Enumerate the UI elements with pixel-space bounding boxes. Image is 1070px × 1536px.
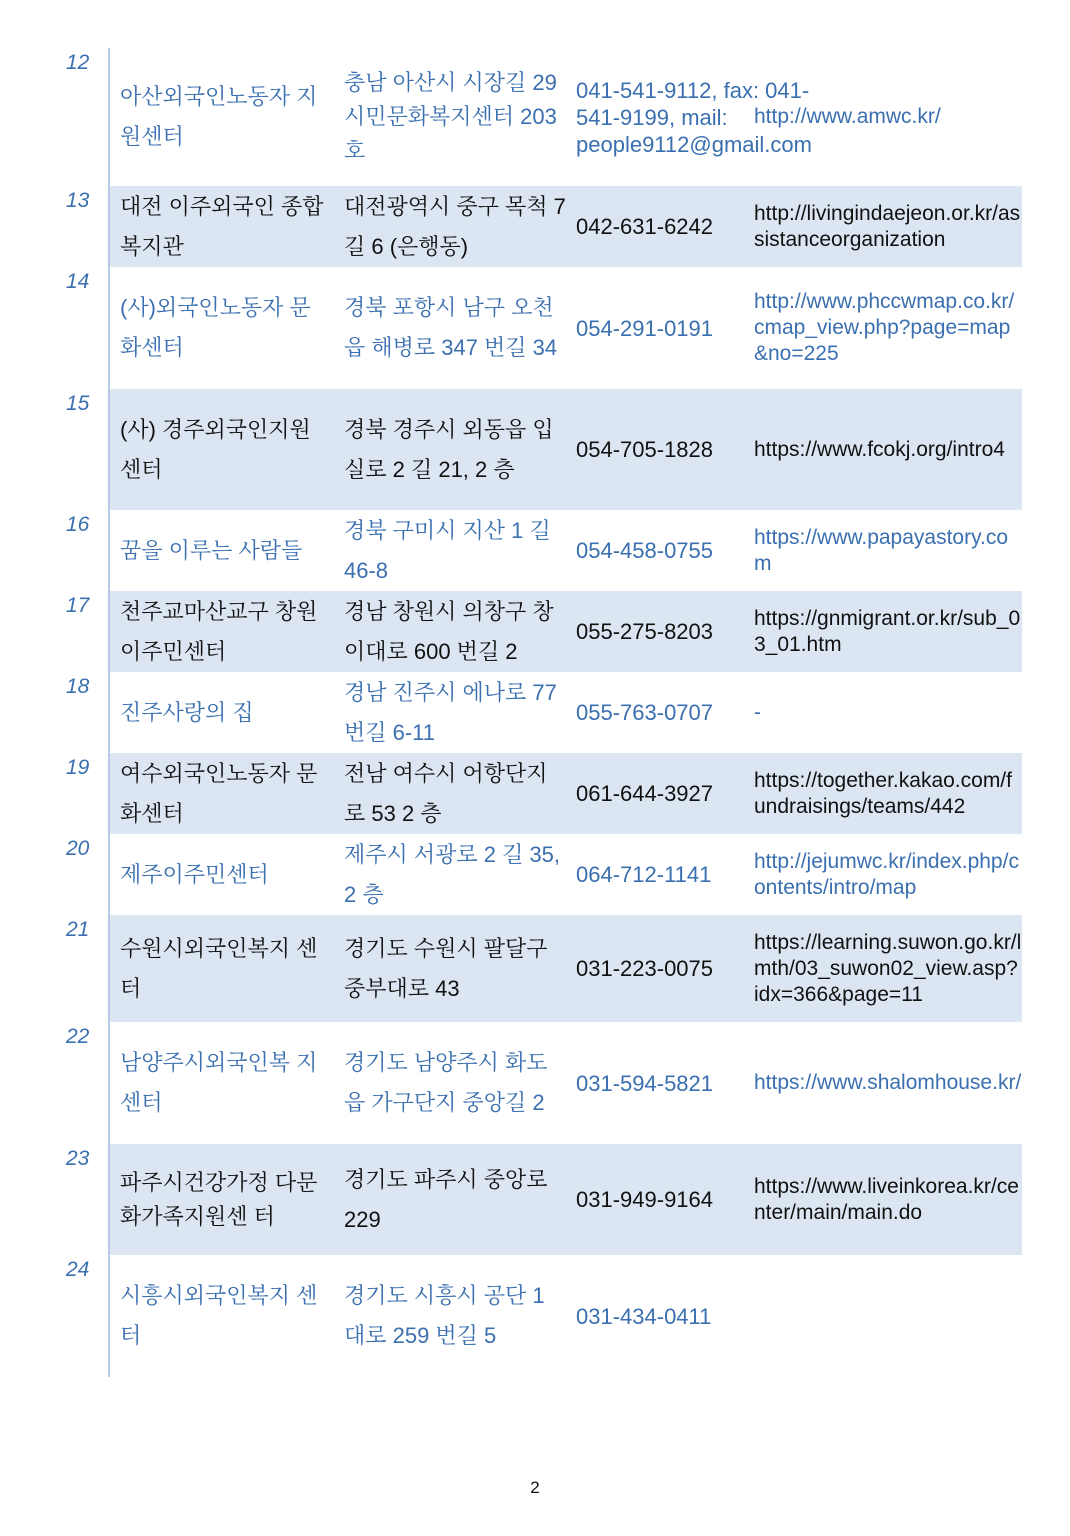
table-row (56, 753, 1022, 834)
org-address: 경북 구미시 지산 1 길 46-8 (344, 517, 551, 583)
org-url[interactable]: https://gnmigrant.or.kr/sub_03_01.htm (754, 606, 1021, 656)
org-phone: 031-949-9164 (576, 1187, 714, 1212)
row-number: 14 (56, 267, 110, 389)
row-number: 20 (56, 834, 110, 915)
row-number: 21 (56, 915, 110, 1022)
table-row (56, 834, 1022, 915)
org-url[interactable]: http://livingindaejeon.or.kr/assistanceorganization (754, 201, 1021, 251)
row-number: 23 (56, 1144, 110, 1255)
org-phone: 055-275-8203 (576, 619, 714, 644)
org-address: 전남 여수시 어항단지로 53 2 층 (344, 760, 548, 826)
table-row (56, 591, 1022, 672)
organizations-table (56, 48, 1022, 1377)
org-name: 진주사랑의 집 (120, 699, 254, 725)
org-address: 경기도 수원시 팔달구 중부대로 43 (344, 935, 548, 1001)
org-name: 대전 이주외국인 종합복지관 (120, 193, 324, 259)
table-row (56, 186, 1022, 267)
org-name: 꿈을 이루는 사람들 (120, 537, 303, 563)
table-row (56, 1022, 1022, 1144)
org-address: 경남 창원시 의창구 창이대로 600 번길 2 (344, 598, 554, 664)
org-name: 아산외국인노동자 지원센터 (120, 84, 318, 149)
org-url: - (754, 700, 761, 724)
row-number: 16 (56, 510, 110, 591)
row-number: 18 (56, 672, 110, 753)
table-row (56, 389, 1022, 510)
table-row (56, 915, 1022, 1022)
org-name: 시흥시외국인복지 센터 (120, 1283, 318, 1348)
org-url[interactable]: http://www.phccwmap.co.kr/cmap_view.php?page=map&no=225 (754, 290, 1015, 365)
row-number: 13 (56, 186, 110, 267)
table-row (56, 48, 1022, 186)
row-number: 24 (56, 1255, 110, 1377)
org-address: 경남 진주시 에나로 77 번길 6-11 (344, 679, 557, 745)
org-url[interactable]: https://www.fcokj.org/intro4 (754, 437, 1005, 461)
org-name: 제주이주민센터 (120, 861, 269, 887)
org-phone: 031-223-0075 (576, 956, 714, 981)
org-name: 남양주시외국인복 지센터 (120, 1050, 318, 1115)
org-address: 대전광역시 중구 목척 7 길 6 (은행동) (344, 193, 566, 259)
org-name: 파주시건강가정 다문화가족지원센 터 (120, 1169, 318, 1229)
row-number: 22 (56, 1022, 110, 1144)
org-phone: 042-631-6242 (576, 214, 714, 239)
org-address: 충남 아산시 시장길 29 시민문화복지센터 203 호 (344, 70, 557, 163)
org-address: 경기도 파주시 중앙로 229 (344, 1166, 548, 1232)
org-url[interactable]: https://www.liveinkorea.kr/center/main/main.do (754, 1174, 1019, 1224)
page-number: 2 (530, 1478, 540, 1497)
org-phone: 064-712-1141 (576, 862, 712, 887)
org-address: 경기도 시흥시 공단 1 대로 259 번길 5 (344, 1283, 545, 1348)
table-row (56, 1255, 1022, 1377)
org-phone: 055-763-0707 (576, 700, 714, 725)
org-phone: 054-291-0191 (576, 315, 714, 341)
row-number: 12 (56, 48, 110, 186)
table-row (56, 672, 1022, 753)
org-url[interactable] (744, 1255, 1022, 1377)
org-address: 경기도 남양주시 화도읍 가구단지 중앙길 2 (344, 1050, 548, 1115)
org-url[interactable]: https://www.papayastory.com (754, 525, 1009, 575)
row-number: 15 (56, 389, 110, 510)
org-name: (사) 경주외국인지원센터 (120, 416, 311, 482)
table-row (56, 267, 1022, 389)
org-url[interactable]: http://jejumwc.kr/index.php/contents/intro/map (754, 849, 1019, 899)
org-phone: 031-594-5821 (576, 1070, 714, 1096)
org-phone: 041-541-9112, fax: 041-541-9199, mail: people9112@gmail.com (576, 77, 812, 157)
org-phone: 054-705-1828 (576, 437, 714, 462)
org-phone: 061-644-3927 (576, 781, 714, 806)
org-name: (사)외국인노동자 문화센터 (120, 295, 311, 360)
org-url[interactable]: https://learning.suwon.go.kr/lmth/03_suwon02_view.asp?idx=366&page=11 (754, 930, 1022, 1006)
row-number: 17 (56, 591, 110, 672)
table-row (56, 510, 1022, 591)
table-row (56, 1144, 1022, 1255)
row-number: 19 (56, 753, 110, 834)
org-url[interactable]: http://www.amwc.kr/ (754, 105, 941, 128)
org-name: 수원시외국인복지 센터 (120, 935, 318, 1001)
org-url[interactable]: https://together.kakao.com/fundraisings/teams/442 (754, 768, 1012, 818)
org-phone: 054-458-0755 (576, 538, 714, 563)
org-url[interactable]: https://www.shalomhouse.kr/ (754, 1071, 1022, 1094)
org-address: 경북 포항시 남구 오천읍 해병로 347 번길 34 (344, 295, 558, 360)
org-phone: 031-434-0411 (576, 1303, 712, 1329)
org-address: 경북 경주시 외동읍 입실로 2 길 21, 2 층 (344, 416, 554, 482)
org-address: 제주시 서광로 2 길 35, 2 층 (344, 841, 561, 907)
org-name: 여수외국인노동자 문화센터 (120, 760, 318, 826)
org-name: 천주교마산교구 창원이주민센터 (120, 598, 318, 664)
